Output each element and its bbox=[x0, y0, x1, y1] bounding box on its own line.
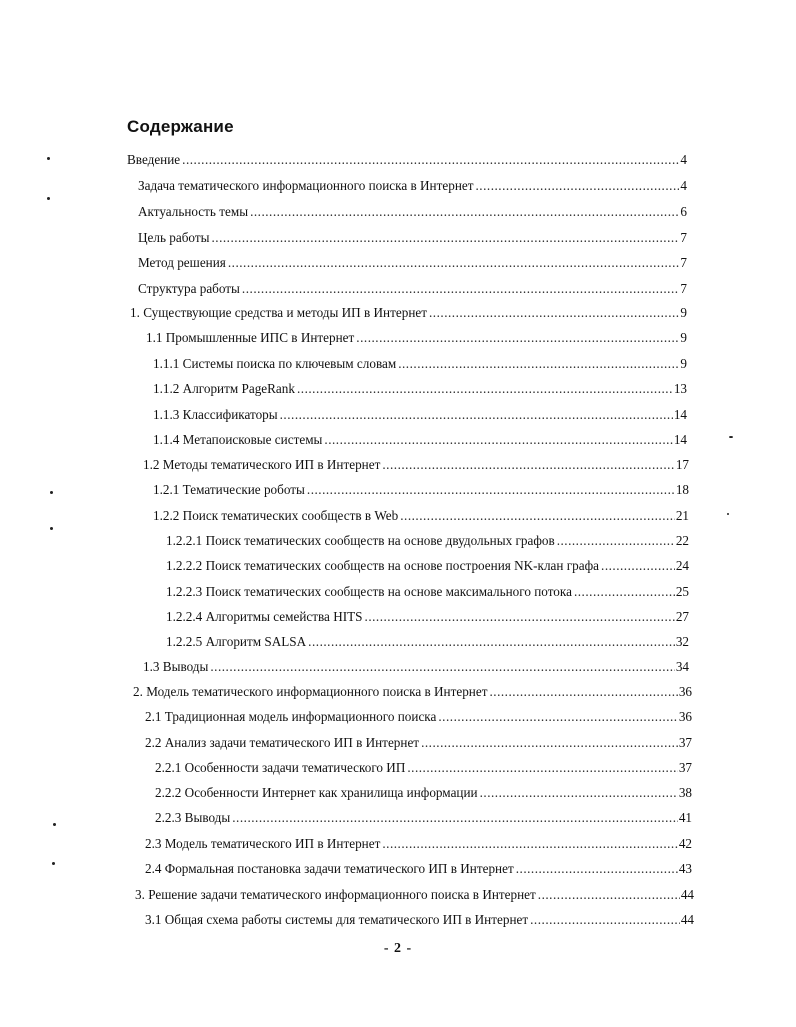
toc-entry: 2. Модель тематического информационного поиска в Интернет ..... 36 bbox=[133, 684, 692, 700]
toc-entry: 2.2.2 Особенности Интернет как хранилища информации ..... 38 bbox=[155, 785, 692, 801]
toc-entry: 1.1.4 Метапоисковые системы ..... 14 bbox=[153, 432, 687, 448]
toc-entry: 1.1.3 Классификаторы ..... 14 bbox=[153, 407, 687, 423]
scan-speck bbox=[52, 862, 55, 865]
scan-speck bbox=[47, 197, 50, 200]
toc-entry: 2.4 Формальная постановка задачи тематического ИП в Интернет ..... 43 bbox=[145, 861, 692, 877]
toc-entry: 1.2 Методы тематического ИП в Интернет ..... 17 bbox=[143, 457, 689, 473]
page-number: - 2 - bbox=[383, 941, 413, 956]
toc-entry: 2.2.1 Особенности задачи тематического ИП ..... 37 bbox=[155, 760, 692, 776]
toc-entry: Метод решения ..... 7 bbox=[138, 255, 687, 271]
toc-entry: 1.2.2 Поиск тематических сообществ в Web ..... 21 bbox=[153, 508, 689, 524]
toc-entry: 1.3 Выводы ..... 34 bbox=[143, 659, 689, 675]
toc-entry: 2.3 Модель тематического ИП в Интернет ..... 42 bbox=[145, 836, 692, 852]
toc-entry: 1.1.1 Системы поиска по ключевым словам ..... 9 bbox=[153, 356, 687, 372]
toc-entry: 1.2.2.2 Поиск тематических сообществ на основе построения NK-клан графа ..... 24 bbox=[166, 558, 689, 574]
toc-entry: Структура работы ..... 7 bbox=[138, 281, 687, 297]
toc-entry: 2.2.3 Выводы ..... 41 bbox=[155, 810, 692, 826]
toc-entry: 2.2 Анализ задачи тематического ИП в Интернет ..... 37 bbox=[145, 735, 692, 751]
scan-speck bbox=[50, 527, 53, 530]
toc-entry: 1.2.2.3 Поиск тематических сообществ на основе максимального потока ..... 25 bbox=[166, 584, 689, 600]
toc-entry: Цель работы ..... 7 bbox=[138, 230, 687, 246]
toc-entry: 1.1 Промышленные ИПС в Интернет ..... 9 bbox=[146, 330, 687, 346]
toc-entry: 1.2.2.5 Алгоритм SALSA ..... 32 bbox=[166, 634, 689, 650]
toc-entry: Актуальность темы ..... 6 bbox=[138, 204, 687, 220]
toc-entry: 2.1 Традиционная модель информационного поиска ..... 36 bbox=[145, 709, 692, 725]
toc-entry: 3.1 Общая схема работы системы для тематического ИП в Интернет ..... 44 bbox=[145, 912, 694, 928]
toc-entry: 1.2.2.1 Поиск тематических сообществ на основе двудольных графов ..... 22 bbox=[166, 533, 689, 549]
toc-entry: 1.1.2 Алгоритм PageRank ..... 13 bbox=[153, 381, 687, 397]
scan-speck bbox=[727, 513, 729, 515]
toc-entry: 1.2.2.4 Алгоритмы семейства HITS ..... 27 bbox=[166, 609, 689, 625]
toc-entry: 1. Существующие средства и методы ИП в Интернет ..... 9 bbox=[130, 305, 687, 321]
toc-entry: 1.2.1 Тематические роботы ..... 18 bbox=[153, 482, 689, 498]
page-title: Содержание bbox=[127, 117, 234, 136]
scan-speck bbox=[53, 823, 56, 826]
toc-entry: 3. Решение задачи тематического информационного поиска в Интернет ..... 44 bbox=[135, 887, 694, 903]
scan-speck bbox=[50, 491, 53, 494]
scan-speck bbox=[47, 157, 50, 160]
toc-entry: Задача тематического информационного поиска в Интернет ..... 4 bbox=[138, 178, 687, 194]
scan-speck bbox=[729, 436, 733, 438]
toc-entry: Введение ..... 4 bbox=[127, 152, 687, 168]
